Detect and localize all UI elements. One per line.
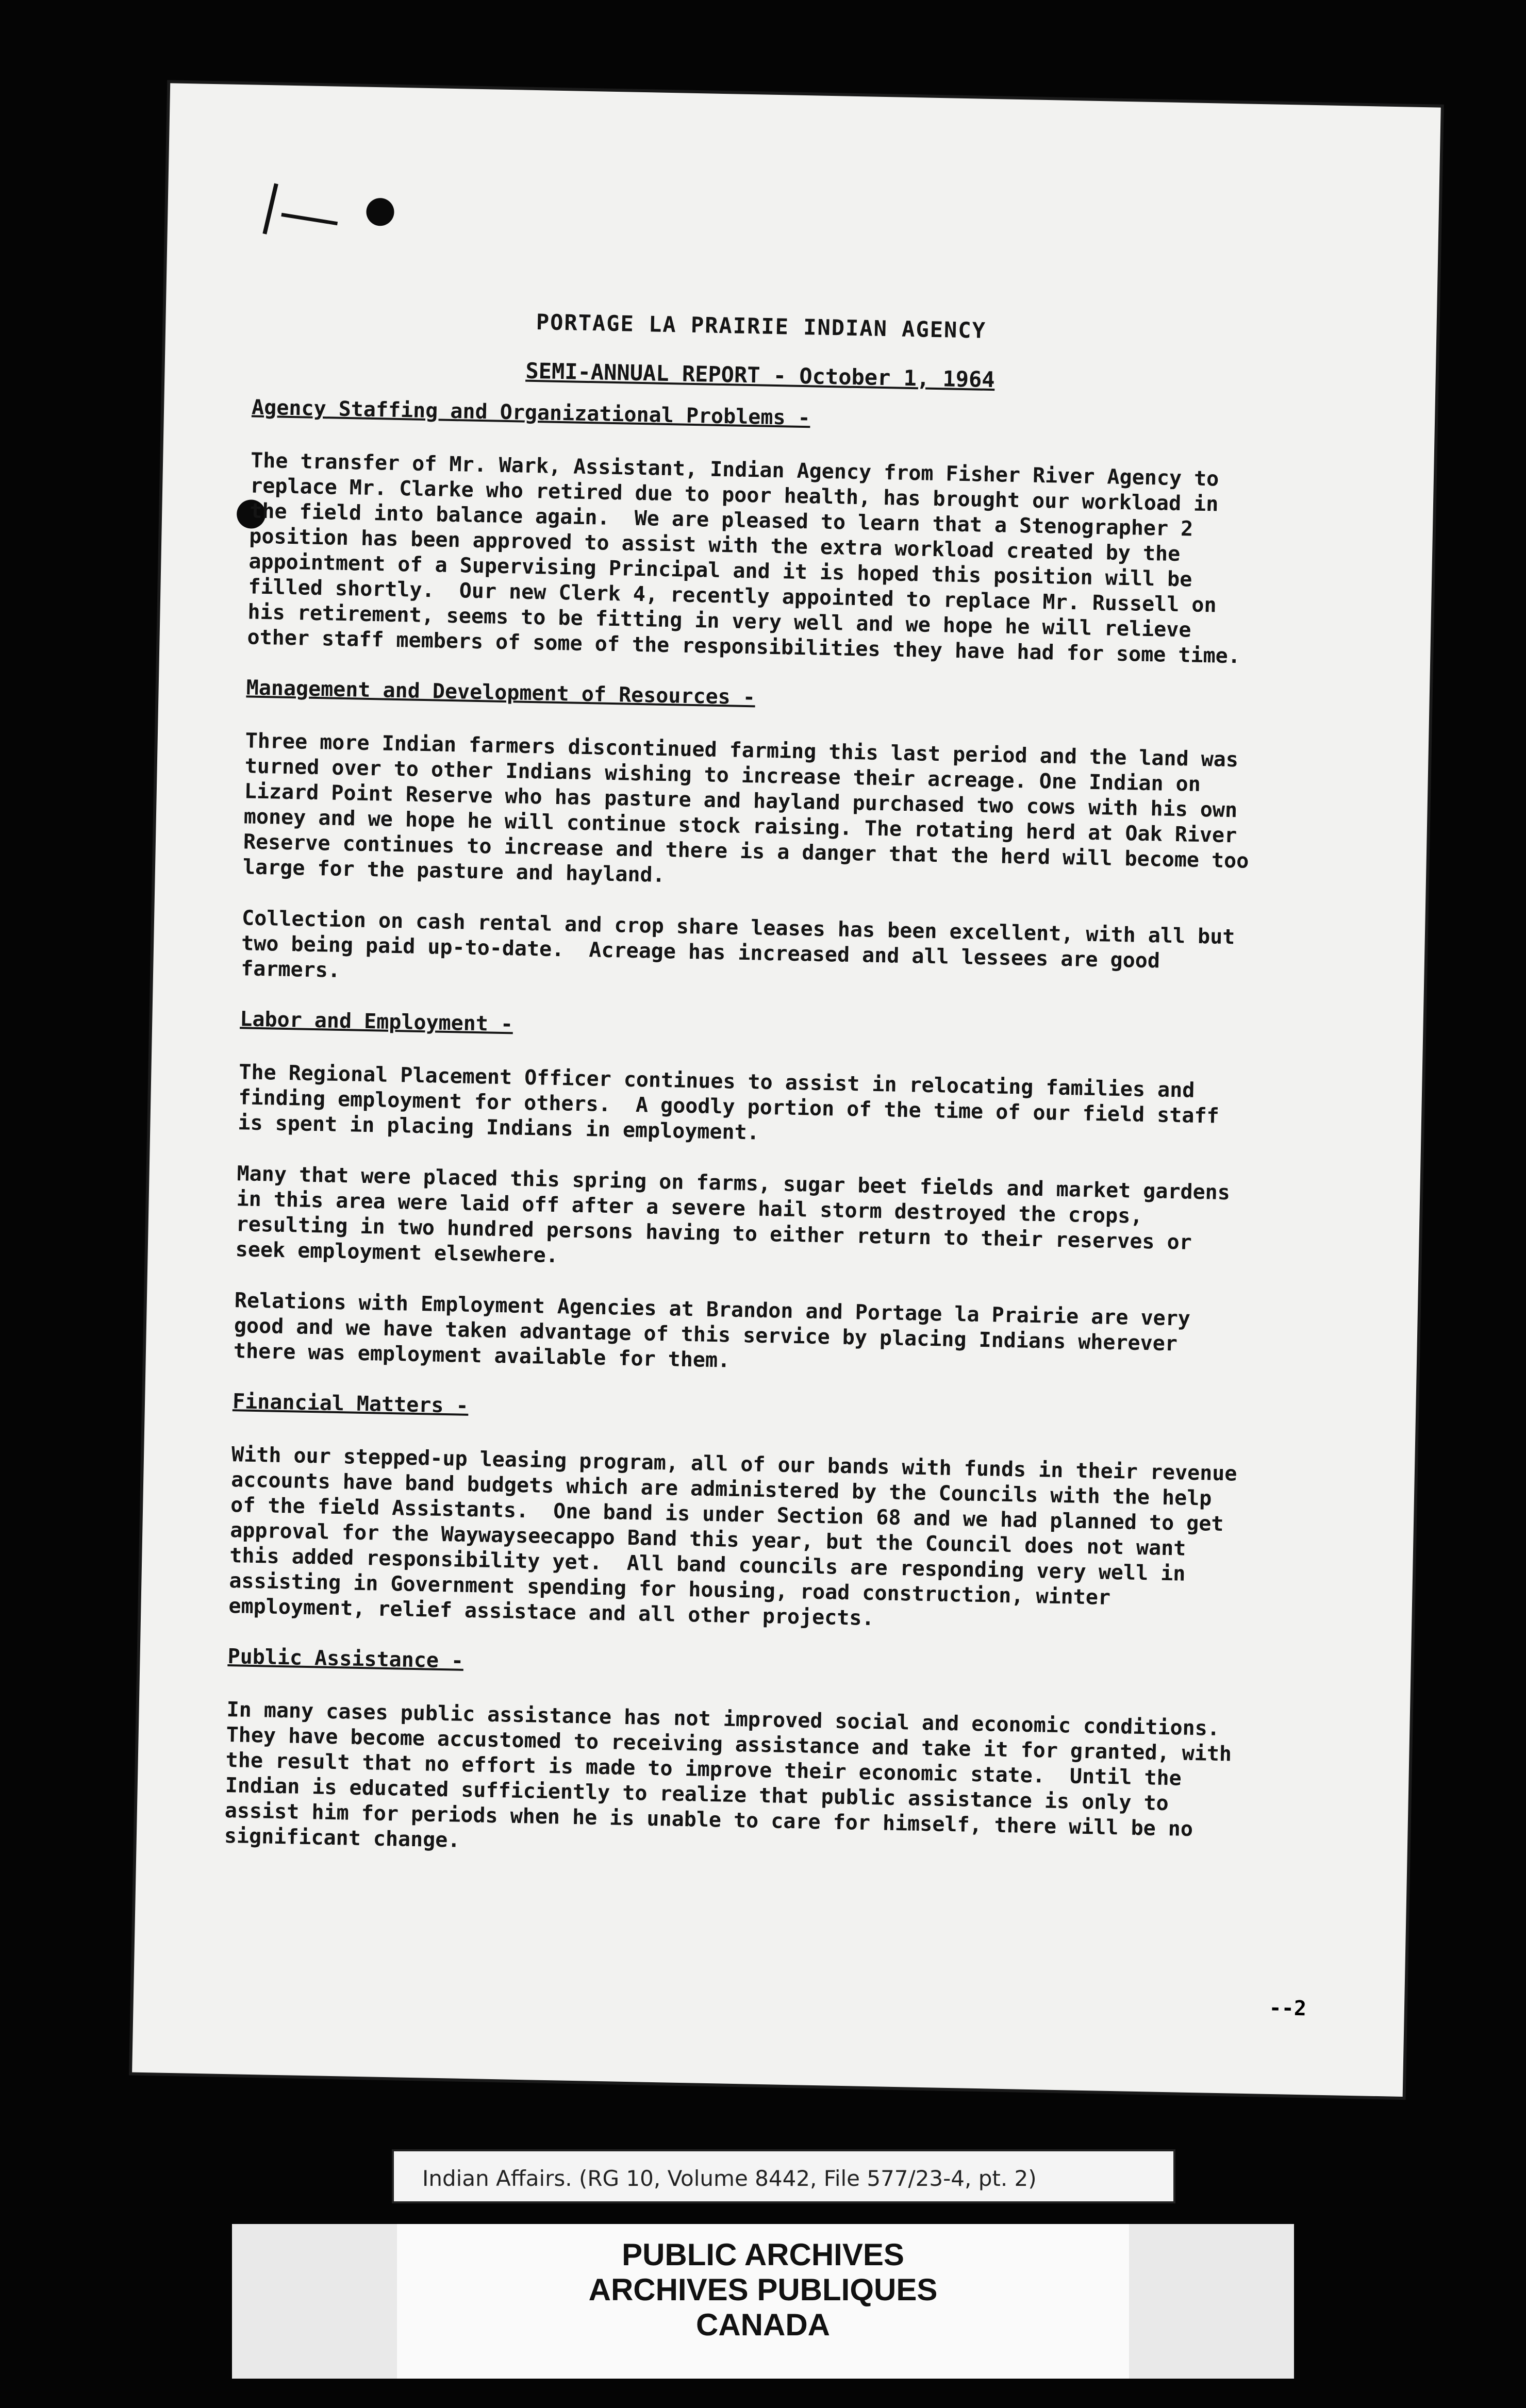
document-body bbox=[224, 304, 1269, 1894]
archive-stamp-line-3: CANADA bbox=[696, 2307, 830, 2342]
archive-stamp bbox=[232, 2224, 1294, 2379]
paragraph-financial: With our stepped-up leasing program, all of our bands with funds in their revenue accounts have band budgets which are administered by the Councils with the help of the field Assistants. One band is under Section 68 and we had planned to get approval for the Waywayseecappo Band this year, but the Council does not want this added responsibility yet. All band councils are responding very well in assisting in Government spending for housing, road construction, winter employment, relief assistace and all other projects. bbox=[228, 1443, 1250, 1631]
section-heading-public-assistance: Public Assistance - bbox=[227, 1645, 464, 1673]
paragraph-resources-2: Collection on cash rental and crop share leases has been excellent, with all but two being paid up-to-date. Acreage has increased and all lessees are good farmers. bbox=[240, 906, 1248, 982]
paragraph-public-assistance: In many cases public assistance has not improved social and economic conditions. They have become accustomed to receiving assistance and take it for granted, with the result that no effort is made to improve their economic state. Until the Indian is educated sufficiently to realize that public assistance is only to assist him for periods when he is unable to care for himself, there will be no significant change. bbox=[224, 1698, 1245, 1852]
report-title: SEMI-ANNUAL REPORT - October 1, 1964 bbox=[525, 358, 996, 393]
page-number: --2 bbox=[1269, 1996, 1307, 2021]
archive-stamp-line-2: ARCHIVES PUBLIQUES bbox=[588, 2272, 938, 2307]
paragraph-labor-3: Relations with Employment Agencies at Brandon and Portage la Prairie are very good and we have taken advantage of this service by placing Indians wherever there was employment available for them. bbox=[233, 1289, 1203, 1373]
archive-reference-slip: Indian Affairs. (RG 10, Volume 8442, File 577/23-4, pt. 2) bbox=[392, 2149, 1175, 2203]
paragraph-resources-1: Three more Indian farmers discontinued farming this last period and the land was turned over to other Indians wishing to increase their acreage. One Indian on Lizard Point Reserve who has pasture and hayland purchased two cows with his own money and we hope he will continue stock raising. The rotating herd at Oak River Reserve continues to increase and there is a danger that the herd will become too large for the pasture and hayland. bbox=[242, 729, 1262, 888]
ink-blot-top bbox=[366, 198, 394, 226]
section-heading-resources: Management and Development of Resources - bbox=[246, 676, 756, 710]
section-heading-labor: Labor and Employment - bbox=[239, 1007, 513, 1036]
handwritten-mark bbox=[262, 183, 278, 235]
paragraph-staffing: The transfer of Mr. Wark, Assistant, Indian Agency from Fisher River Agency to replace Mr. Clarke who retired due to poor health, has brought our workload in the field into balance again. We are pleased to learn that a Stenographer 2 position has been approved to assist with the extra workload created by the appointment of a Supervising Principal and it is hoped this position will be filled shortly. Our new Clerk 4, recently appointed to replace Mr. Russell on his retirement, seems to be fitting in very well and we hope he will relieve other staff members of some of the responsibilities they have had for some time. bbox=[247, 448, 1241, 668]
handwritten-dash bbox=[281, 213, 338, 225]
paragraph-labor-2: Many that were placed this spring on farms, sugar beet fields and market gardens in this area were laid off after a severe hail storm destroyed the crops, resulting in two hundred persons having to either return to their reserves or seek employment elsewhere. bbox=[235, 1162, 1243, 1268]
section-heading-financial: Financial Matters - bbox=[232, 1390, 469, 1418]
section-heading-staffing: Agency Staffing and Organizational Problems - bbox=[251, 395, 811, 430]
archive-stamp-text bbox=[397, 2224, 1129, 2379]
archive-stamp-line-1: PUBLIC ARCHIVES bbox=[622, 2237, 904, 2272]
document-page bbox=[132, 83, 1441, 2097]
paragraph-labor-1: The Regional Placement Officer continues to assist in relocating families and finding employment for others. A goodly portion of the time of our field staff is spent in placing Indians in employment. bbox=[238, 1060, 1232, 1145]
agency-title: PORTAGE LA PRAIRIE INDIAN AGENCY bbox=[536, 309, 987, 343]
